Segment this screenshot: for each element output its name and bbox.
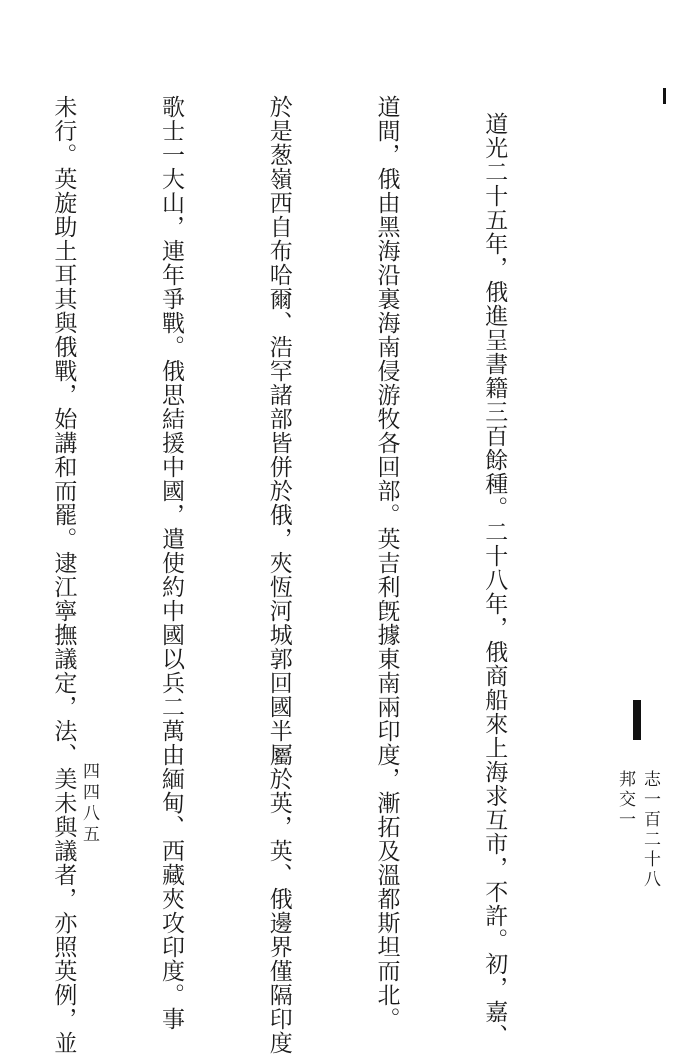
text-line: 道間，俄由黑海沿裏海南侵游牧各回部。英吉利旣據東南兩印度，漸拓及溫都斯坦而北。 <box>373 95 400 1031</box>
text-line: 未行。英旋助土耳其與俄戰，始講和而罷。逮江寧撫議定，法、美未與議者，亦照英例，並 <box>50 95 77 1055</box>
text-line: 歌士一大山，連年爭戰。俄思結援中國，遣使約中國以兵二萬由緬甸、西藏夾攻印度。事 <box>158 95 185 1031</box>
margin-mark-top <box>663 88 666 104</box>
running-title-section: 邦交一 <box>615 770 635 830</box>
running-title-volume: 志一百二十八 <box>640 770 660 890</box>
running-title <box>613 770 663 890</box>
margin-mark-middle <box>633 700 641 740</box>
text-line: 於是葱嶺西自布哈爾、浩罕諸部皆併於俄，夾恆河城郭回國半屬於英，英、俄邊界僅隔印度 <box>265 95 292 1055</box>
page-number: 四四八五 <box>79 762 99 846</box>
text-line: 道光二十五年，俄進呈書籍三百餘種。二十八年，俄商船來上海求互市，不許。初，嘉、 <box>481 95 508 1048</box>
